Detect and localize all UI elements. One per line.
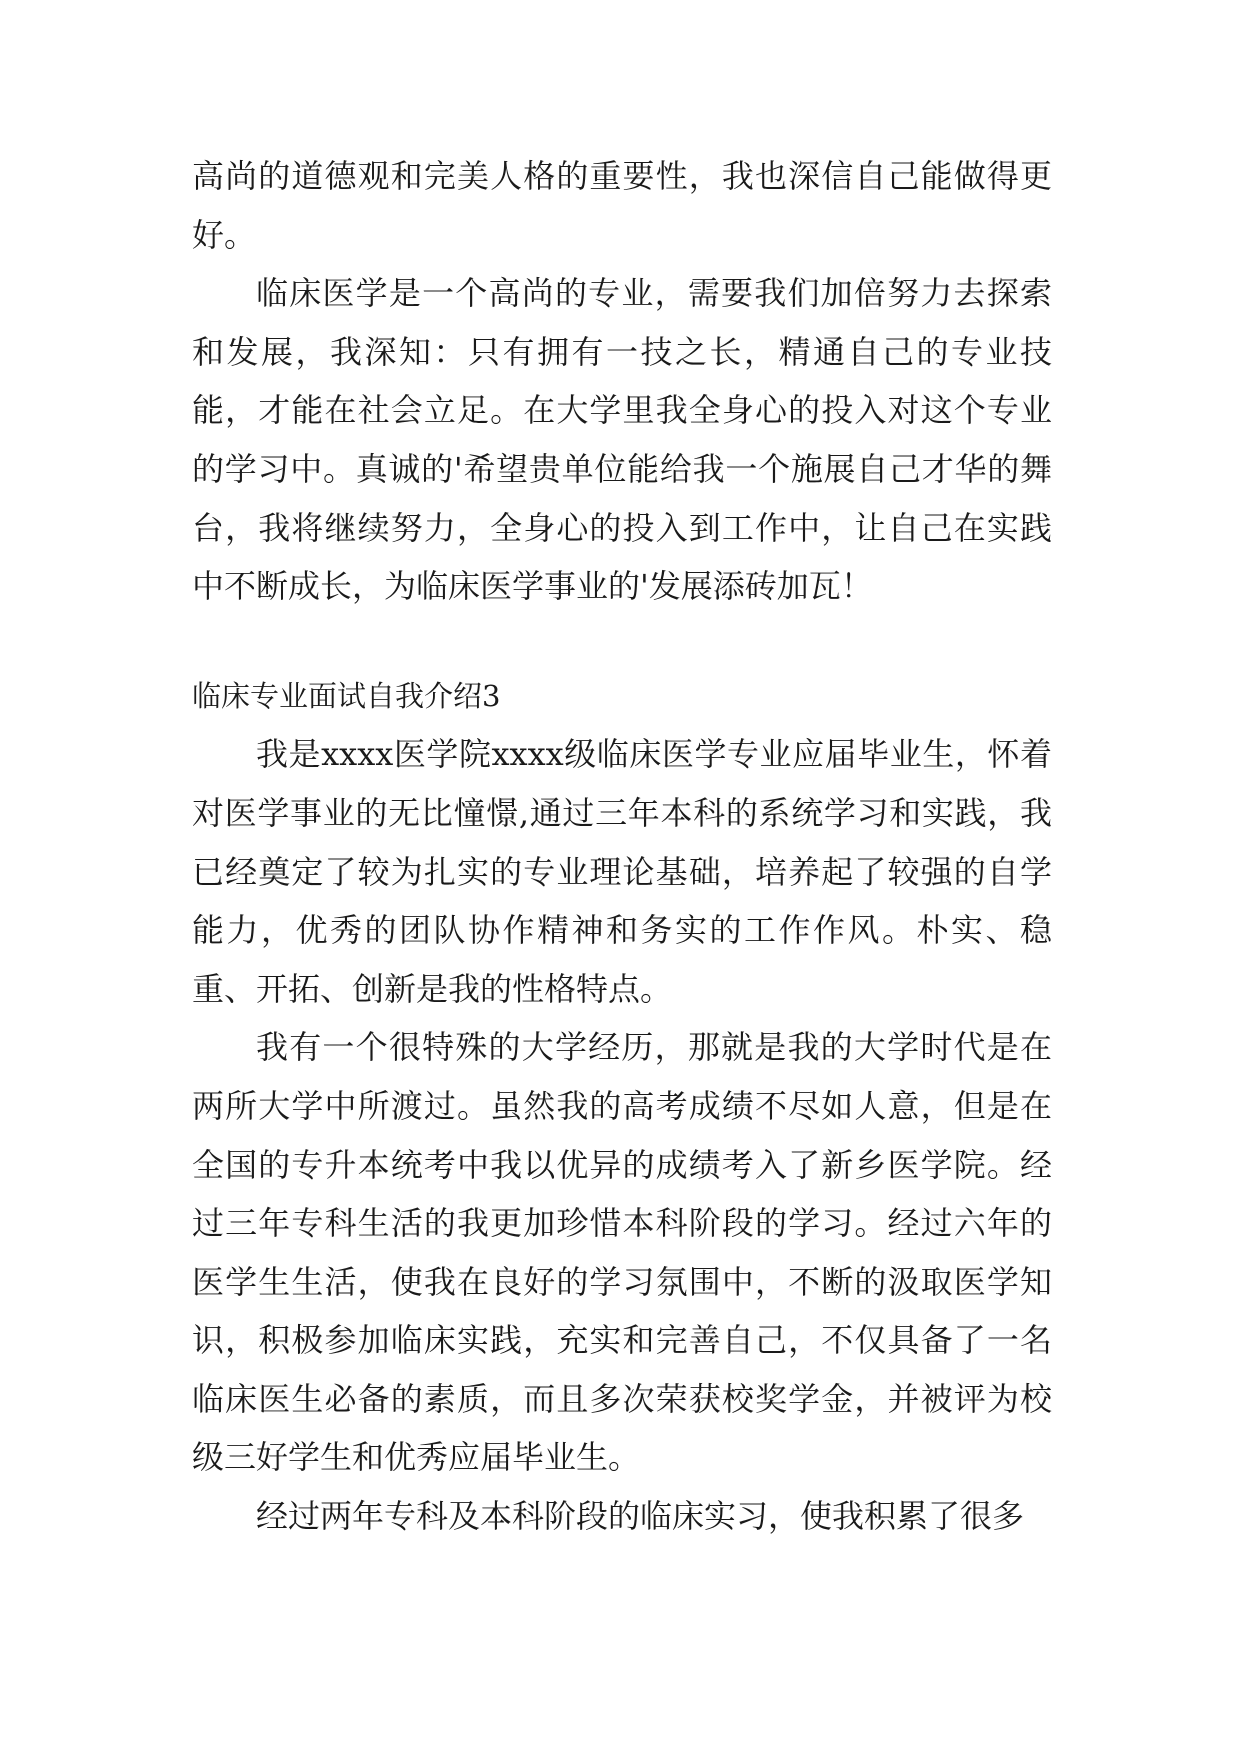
- body-paragraph: 我是xxxx医学院xxxx级临床医学专业应届毕业生，怀着对医学事业的无比憧憬,通过三年本科的系统学习和实践，我已经奠定了较为扎实的专业理论基础，培养起了较强的自学能力，优秀的团队协作精神和务实的工作作风。朴实、稳重、开拓、创新是我的性格特点。: [192, 735, 1052, 1008]
- document-body: [192, 147, 1052, 1546]
- body-paragraph: 临床医学是一个高尚的专业，需要我们加倍努力去探索和发展，我深知：只有拥有一技之长，精通自己的专业技能，才能在社会立足。在大学里我全身心的投入对这个专业的学习中。真诚的'希望贵单位能给我一个施展自己才华的舞台，我将继续努力，全身心的投入到工作中，让自己在实践中不断成长，为临床医学事业的'发展添砖加瓦！: [192, 274, 1052, 606]
- body-paragraph: 我有一个很特殊的大学经历，那就是我的大学时代是在两所大学中所渡过。虽然我的高考成绩不尽如人意，但是在全国的专升本统考中我以优异的成绩考入了新乡医学院。经过三年专科生活的我更加珍惜本科阶段的学习。经过六年的医学生生活，使我在良好的学习氛围中，不断的汲取医学知识，积极参加临床实践，充实和完善自己，不仅具备了一名临床医生必备的素质，而且多次荣获校奖学金，并被评为校级三好学生和优秀应届毕业生。: [192, 1028, 1052, 1477]
- continuation-paragraph: 高尚的道德观和完美人格的重要性，我也深信自己能做得更好。: [192, 157, 1052, 254]
- section-heading: 临床专业面试自我介绍3: [192, 678, 501, 713]
- body-paragraph: 经过两年专科及本科阶段的临床实习，使我积累了很多: [256, 1497, 1025, 1536]
